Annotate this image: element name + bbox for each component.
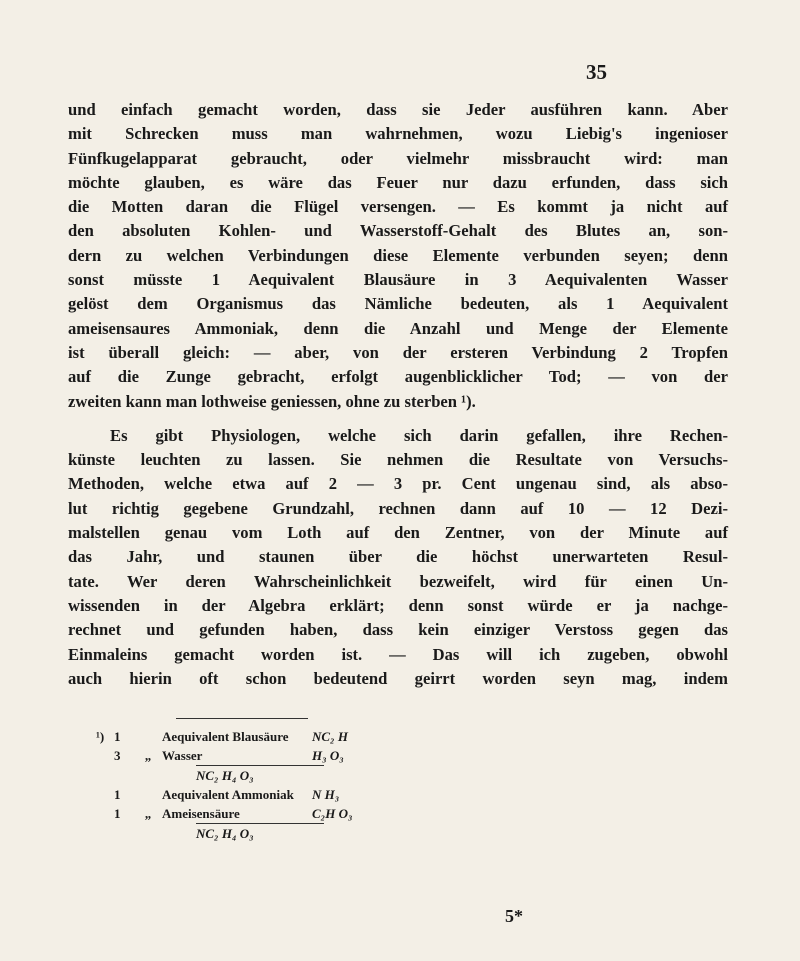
signature-mark: 5* [505, 906, 523, 926]
text-line: mit Schrecken muss man wahrnehmen, wozu Liebig's ingenioser [68, 124, 728, 144]
text-line: sonst müsste 1 Aequivalent Blausäure in 3 Aequivalenten Wasser [68, 270, 728, 290]
text-line: Methoden, welche etwa auf 2 — 3 pr. Cent ungenau sind, als abso- [68, 474, 728, 494]
footnote [96, 727, 416, 843]
substance-name: Aequivalent Ammoniak [162, 787, 294, 802]
text-line: lut richtig gegebene Grundzahl, rechnen dann auf 10 — 12 Dezi- [68, 498, 728, 518]
text-line: möchte glauben, es wäre das Feuer nur dazu erfunden, dass sich [68, 172, 728, 192]
footnote-mark: ¹) [96, 729, 105, 744]
text-line: Einmaleins gemacht worden ist. — Das will ich zugeben, obwohl [68, 644, 728, 664]
quantity: 1 [114, 787, 121, 802]
page-number: 35 [586, 60, 607, 84]
text-line: zweiten kann man lothweise geniessen, ohne zu sterben ¹). [68, 391, 476, 411]
substance-name: Aequivalent Blausäure [162, 729, 289, 744]
footnote-divider [176, 718, 308, 719]
substance-name: Wasser [162, 748, 203, 763]
ditto-mark: „ [144, 806, 152, 821]
text-line: und einfach gemacht worden, dass sie Jeder ausführen kann. Aber [68, 100, 728, 119]
footnote-row [96, 727, 416, 746]
sum-formula: NC₂ H₄ O₃ [196, 768, 254, 783]
footnote-row [96, 785, 416, 804]
text-line: die Motten daran die Flügel versengen. — Es kommt ja nicht auf [68, 197, 728, 217]
quantity: 3 [114, 748, 121, 763]
paragraph-2 [68, 424, 728, 691]
substance-name: Ameisensäure [162, 806, 240, 821]
quantity: 1 [114, 729, 121, 744]
chemical-formula: C₂H O₃ [312, 806, 353, 821]
quantity: 1 [114, 806, 121, 821]
sum-formula: NC₂ H₄ O₃ [196, 826, 254, 841]
body-text [68, 98, 728, 691]
text-line: auf die Zunge gebracht, erfolgt augenblicklicher Tod; — von der [68, 367, 728, 387]
text-line: Es gibt Physiologen, welche sich darin gefallen, ihre Rechen- [110, 425, 728, 445]
text-line: auch hierin oft schon bedeutend geirrt worden seyn mag, indem [68, 668, 728, 688]
text-line: das Jahr, und staunen über die höchst unerwarteten Resul- [68, 547, 728, 567]
text-line: ist überall gleich: — aber, von der ersteren Verbindung 2 Tropfen [68, 342, 728, 362]
text-line: den absoluten Kohlen- und Wasserstoff-Gehalt des Blutes an, son- [68, 221, 728, 241]
ditto-mark: „ [144, 748, 152, 763]
text-line: tate. Wer deren Wahrscheinlichkeit bezweifelt, wird für einen Un- [68, 571, 728, 591]
text-line: rechnet und gefunden haben, dass kein einziger Verstoss gegen das [68, 620, 728, 640]
text-line: malstellen genau vom Loth auf den Zentner, von der Minute auf [68, 523, 728, 543]
text-line: dern zu welchen Verbindungen diese Elemente verbunden seyen; denn [68, 245, 728, 265]
text-line: wissenden in der Algebra erklärt; denn sonst würde er ja nachge- [68, 595, 728, 615]
footnote-row [96, 746, 416, 765]
chemical-formula: NC₂ H [312, 729, 348, 744]
text-line: Fünfkugelapparat gebraucht, oder vielmehr missbraucht wird: man [68, 148, 728, 168]
text-line: gelöst dem Organismus das Nämliche bedeuten, als 1 Aequivalent [68, 294, 728, 314]
chemical-formula: N H₃ [312, 787, 340, 802]
text-line: ameisensaures Ammoniak, denn die Anzahl und Menge der Elemente [68, 318, 728, 338]
chemical-formula: H₃ O₃ [312, 748, 344, 763]
text-line: künste leuchten zu lassen. Sie nehmen die Resultate von Versuchs- [68, 450, 728, 470]
footnote-row [96, 804, 416, 823]
paragraph-1 [68, 98, 728, 414]
